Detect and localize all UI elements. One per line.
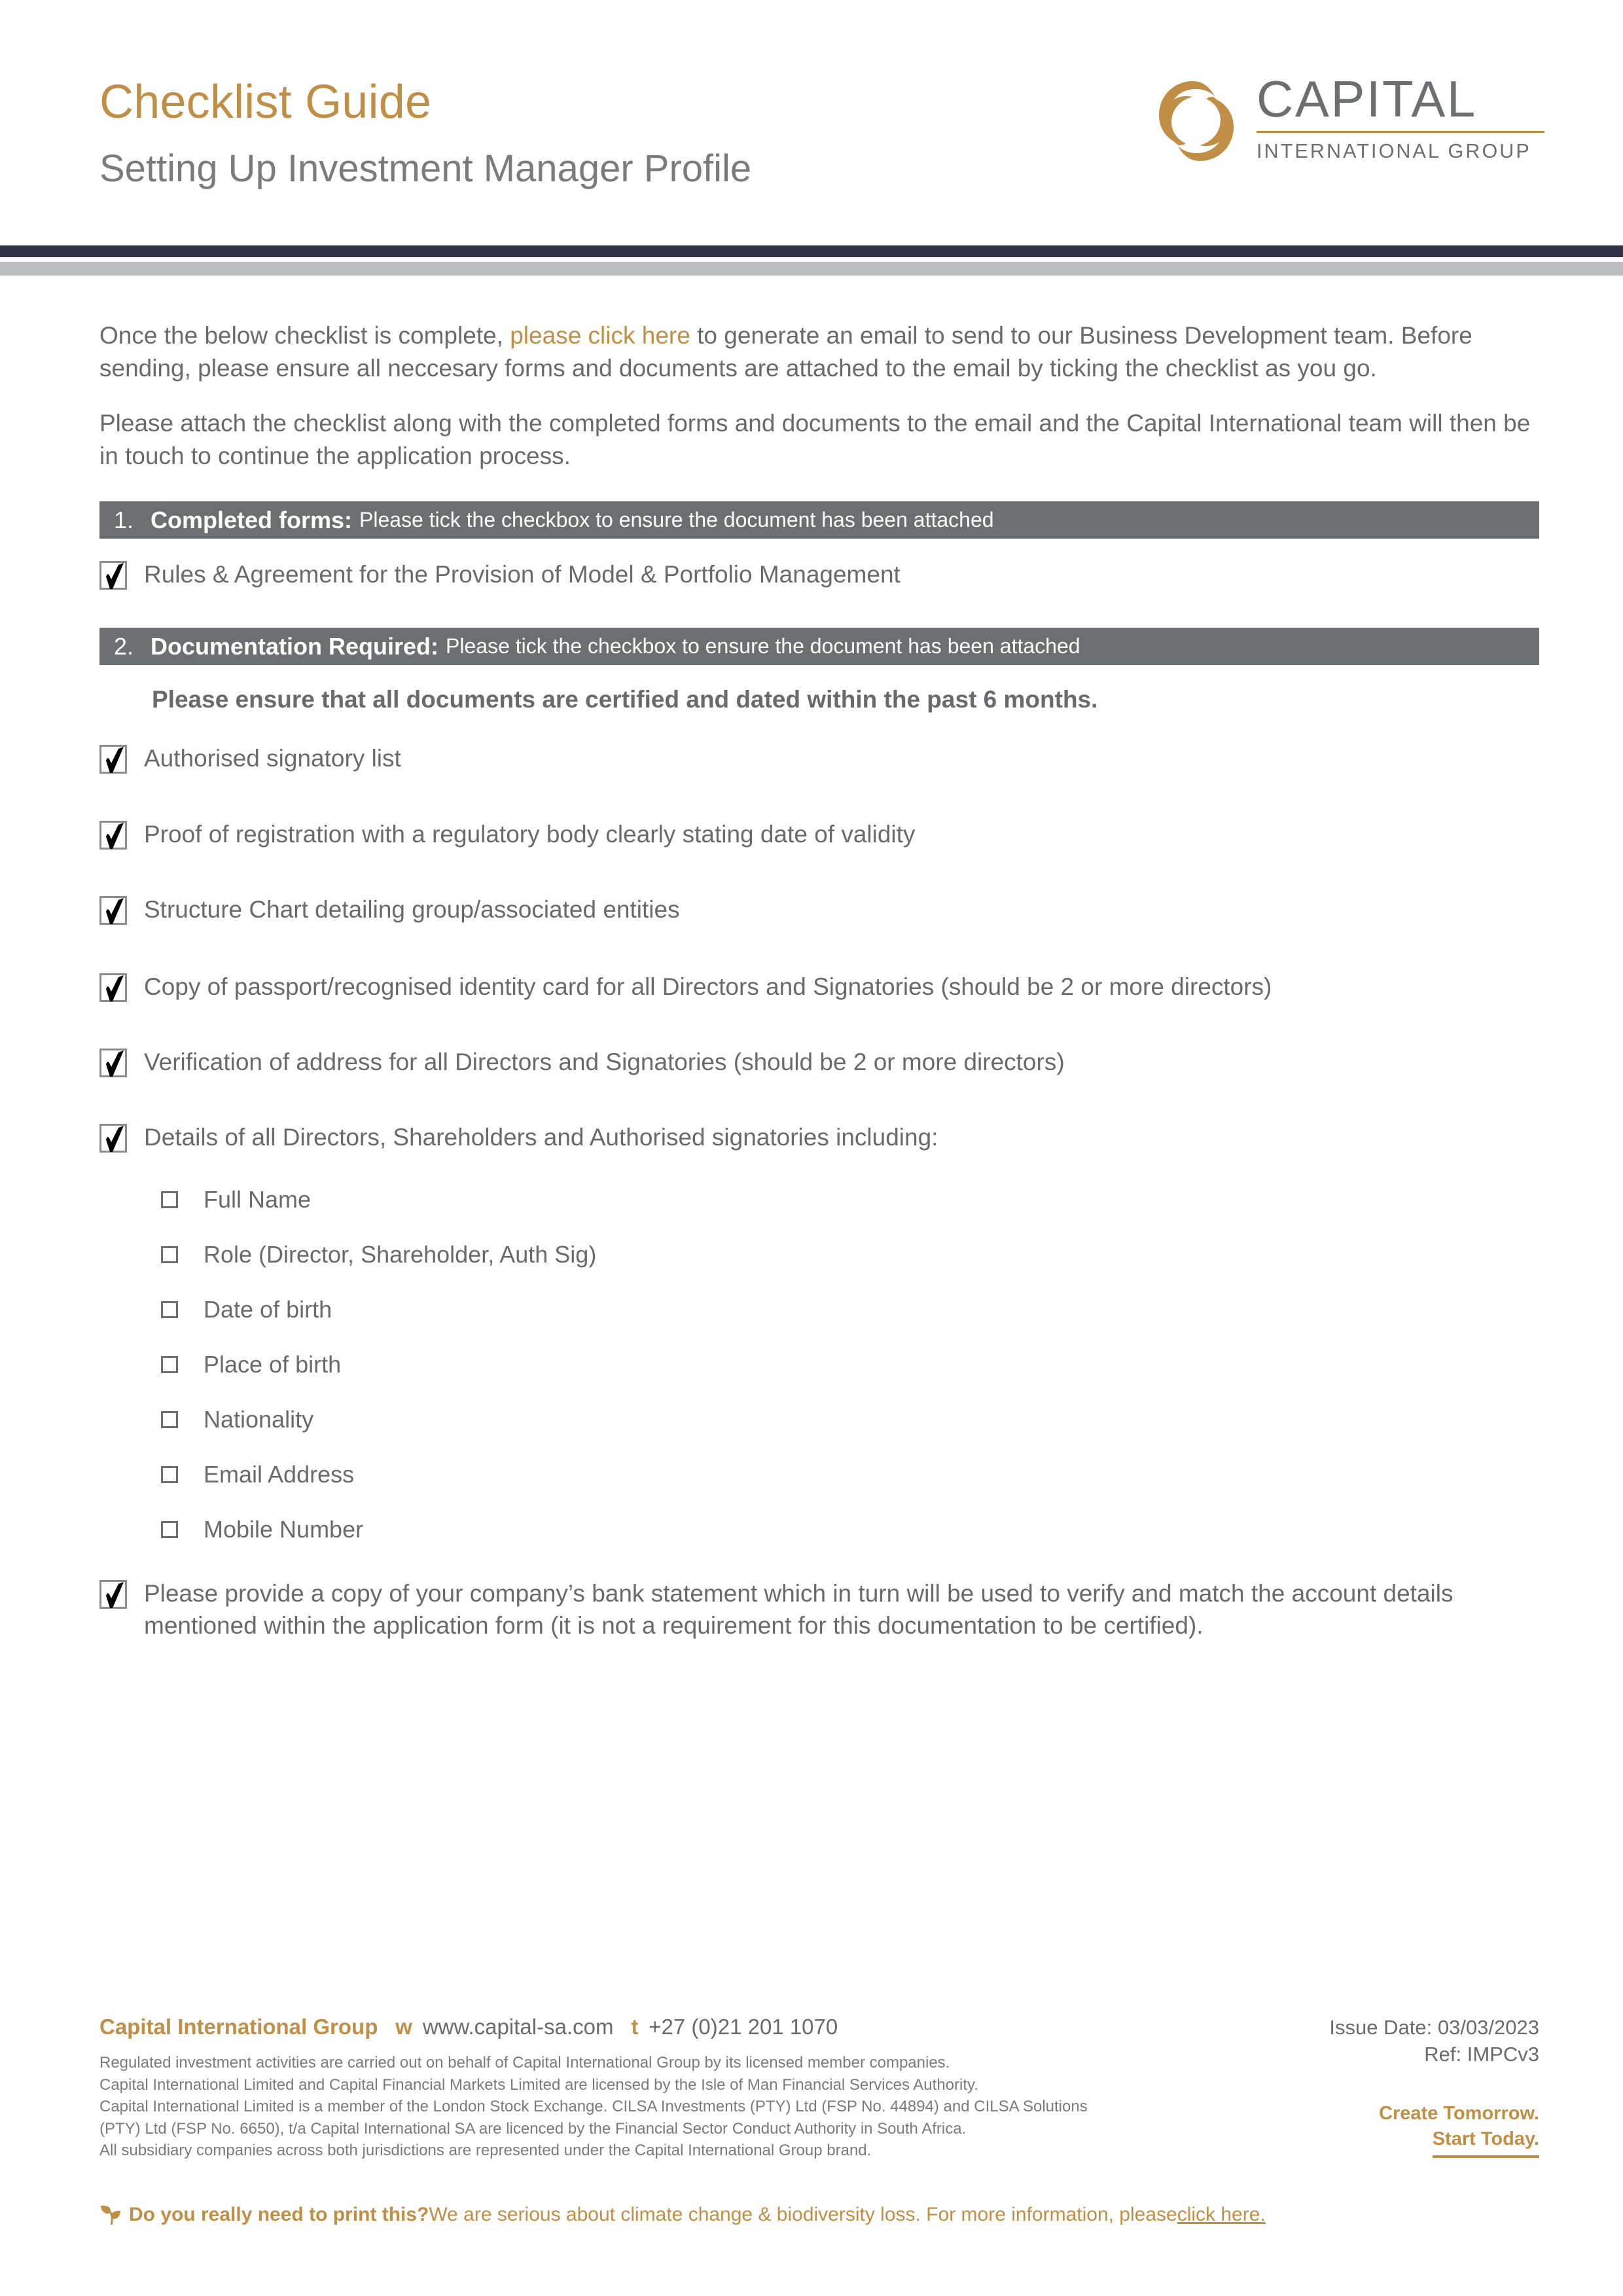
checklist-item-label: Authorised signatory list <box>144 745 401 772</box>
company-logo <box>1149 70 1548 166</box>
header-navy-rule <box>0 245 1623 257</box>
footer-legal-line: (PTY) Ltd (FSP No. 6650), t/a Capital International SA are licenced by the Financial Sector Conduct Authority in South Africa. <box>99 2119 967 2138</box>
checkbox-empty-icon[interactable] <box>161 1411 178 1428</box>
checklist-item[interactable] <box>99 1121 1539 1153</box>
sub-checklist-item-label: Role (Director, Shareholder, Auth Sig) <box>204 1240 597 1268</box>
footer-legal-line: All subsidiary companies across both jurisdictions are represented under the Capital International Group brand. <box>99 2142 872 2160</box>
intro-paragraph-2: Please attach the checklist along with the completed forms and documents to the email and the Capital International team will then be in touch to continue the application process. <box>99 409 1531 469</box>
checklist-item[interactable] <box>99 1577 1539 1641</box>
header-gray-rule <box>0 262 1623 276</box>
sub-checklist-item-label: Full Name <box>204 1185 312 1213</box>
checklist-item[interactable] <box>99 818 1539 850</box>
section-2-header <box>99 628 1539 665</box>
checkbox-empty-icon[interactable] <box>161 1356 178 1373</box>
checkbox-checked-icon[interactable] <box>99 745 127 774</box>
checklist-item-label: Proof of registration with a regulatory body clearly stating date of validity <box>144 820 916 848</box>
logo-text <box>1257 70 1544 163</box>
checkbox-empty-icon[interactable] <box>161 1521 178 1538</box>
page-subtitle: Setting Up Investment Manager Profile <box>99 147 752 190</box>
section-2-note: Please ensure that all documents are certified and dated within the past 6 months. <box>152 686 1098 713</box>
sub-checklist-item[interactable] <box>99 1460 1539 1488</box>
section-2 <box>99 628 1539 1641</box>
sub-checklist-item-label: Email Address <box>204 1460 355 1488</box>
sub-checklist-item[interactable] <box>99 1350 1539 1378</box>
footer-issue-date: Issue Date: 03/03/2023 <box>1329 2016 1539 2039</box>
footer-tagline <box>1379 2101 1539 2158</box>
section-1-heading-rest: Please tick the checkbox to ensure the document has been attached <box>359 508 994 532</box>
sub-checklist-item-label: Nationality <box>204 1405 314 1433</box>
checkbox-checked-icon[interactable] <box>99 1124 127 1153</box>
logo-divider <box>1257 131 1544 133</box>
title-block <box>99 76 752 190</box>
page-title: Checklist Guide <box>99 76 432 128</box>
sub-checklist-item[interactable] <box>99 1295 1539 1323</box>
checklist-item-label: Verification of address for all Directors and Signatories (should be 2 or more directors) <box>144 1049 1065 1076</box>
checklist-item[interactable] <box>99 558 1539 590</box>
sub-checklist-item[interactable] <box>99 1185 1539 1213</box>
footer-tel-label: t <box>631 2015 639 2039</box>
intro-p1-before: Once the below checklist is complete, <box>99 322 510 349</box>
page-header <box>0 0 1623 245</box>
checkbox-checked-icon[interactable] <box>99 973 127 1002</box>
section-1-number: 1. <box>114 506 134 533</box>
section-2-number: 2. <box>114 632 134 660</box>
checkbox-empty-icon[interactable] <box>161 1191 178 1208</box>
footer-web-label: w <box>395 2015 412 2039</box>
footer-ref: Ref: IMPCv3 <box>1424 2042 1539 2066</box>
checkbox-empty-icon[interactable] <box>161 1301 178 1318</box>
print-notice-rest: We are serious about climate change & biodiversity loss. For more information, please <box>429 2204 1177 2225</box>
page-footer <box>99 2015 1539 2162</box>
checklist-item-label: Copy of passport/recognised identity card for all Directors and Signatories (should be 2 or more directors) <box>144 973 1272 1001</box>
checkbox-checked-icon[interactable] <box>99 1580 127 1609</box>
checklist-item[interactable] <box>99 742 1539 774</box>
leaf-sprout-icon <box>99 2204 122 2226</box>
footer-legal-line: Regulated investment activities are carried out on behalf of Capital International Group by its licensed member companies. <box>99 2054 950 2072</box>
checklist-item[interactable] <box>99 1046 1539 1078</box>
checkbox-checked-icon[interactable] <box>99 561 127 590</box>
main-content <box>99 319 1539 1641</box>
intro-paragraph-1 <box>99 319 1539 386</box>
footer-legal-line: Capital International Limited is a member of the London Stock Exchange. CILSA Investments (PTY) Ltd (FSP No. 44894) and CILSA Solutions <box>99 2098 1088 2116</box>
generate-email-link[interactable]: please click here <box>510 322 690 349</box>
section-1-header <box>99 501 1539 539</box>
footer-issue-block <box>1329 2015 1539 2068</box>
sub-checklist-item-label: Date of birth <box>204 1295 332 1323</box>
section-1 <box>99 501 1539 590</box>
checklist-item-label: Structure Chart detailing group/associated entities <box>144 895 680 923</box>
intro-p1-after: to generate an email to send to our Business Development team. Before sending, please ensure all neccesary forms and documents are attached to the email by ticking the checklist as you go. <box>99 322 1472 382</box>
footer-tagline-line2: Start Today. <box>1433 2126 1539 2159</box>
checkbox-empty-icon[interactable] <box>161 1246 178 1263</box>
checklist-item-label: Please provide a copy of your company’s bank statement which in turn will be used to verify and match the account details mentioned within the application form (it is not a requirement for this documentation to be certified). <box>144 1579 1454 1639</box>
section-1-heading: Completed forms: <box>151 506 353 533</box>
footer-web-value[interactable]: www.capital-sa.com <box>422 2015 614 2039</box>
footer-legal-line: Capital International Limited and Capital Financial Markets Limited are licensed by the Isle of Man Financial Services Authority. <box>99 2075 978 2094</box>
print-notice-link[interactable]: click here. <box>1177 2204 1266 2225</box>
section-2-heading-rest: Please tick the checkbox to ensure the document has been attached <box>446 634 1080 658</box>
checklist-item-label: Details of all Directors, Shareholders and Authorised signatories including: <box>144 1124 938 1151</box>
checklist-item-label: Rules & Agreement for the Provision of Model & Portfolio Management <box>144 561 901 588</box>
section-2-heading: Documentation Required: <box>151 632 439 660</box>
checkbox-checked-icon[interactable] <box>99 821 127 850</box>
checkbox-checked-icon[interactable] <box>99 896 127 925</box>
capital-swirl-logo-icon <box>1149 77 1243 166</box>
logo-tagline: INTERNATIONAL GROUP <box>1257 140 1531 162</box>
checklist-item[interactable] <box>99 893 1539 925</box>
footer-legal <box>99 2052 1539 2162</box>
print-notice-bold: Do you really need to print this? <box>129 2204 429 2225</box>
checkbox-empty-icon[interactable] <box>161 1466 178 1483</box>
logo-wordmark: CAPITAL <box>1257 70 1477 128</box>
footer-tagline-line1: Create Tomorrow. <box>1379 2103 1539 2124</box>
sub-checklist-item-label: Mobile Number <box>204 1515 364 1543</box>
sub-checklist-item-label: Place of birth <box>204 1350 342 1378</box>
checkbox-checked-icon[interactable] <box>99 1049 127 1077</box>
print-notice <box>99 2204 1266 2226</box>
sub-checklist-item[interactable] <box>99 1515 1539 1543</box>
sub-checklist-item[interactable] <box>99 1405 1539 1433</box>
checklist-item[interactable] <box>99 971 1539 1003</box>
sub-checklist-item[interactable] <box>99 1240 1539 1268</box>
footer-brand: Capital International Group <box>99 2015 378 2039</box>
footer-tel-value: +27 (0)21 201 1070 <box>649 2015 838 2039</box>
